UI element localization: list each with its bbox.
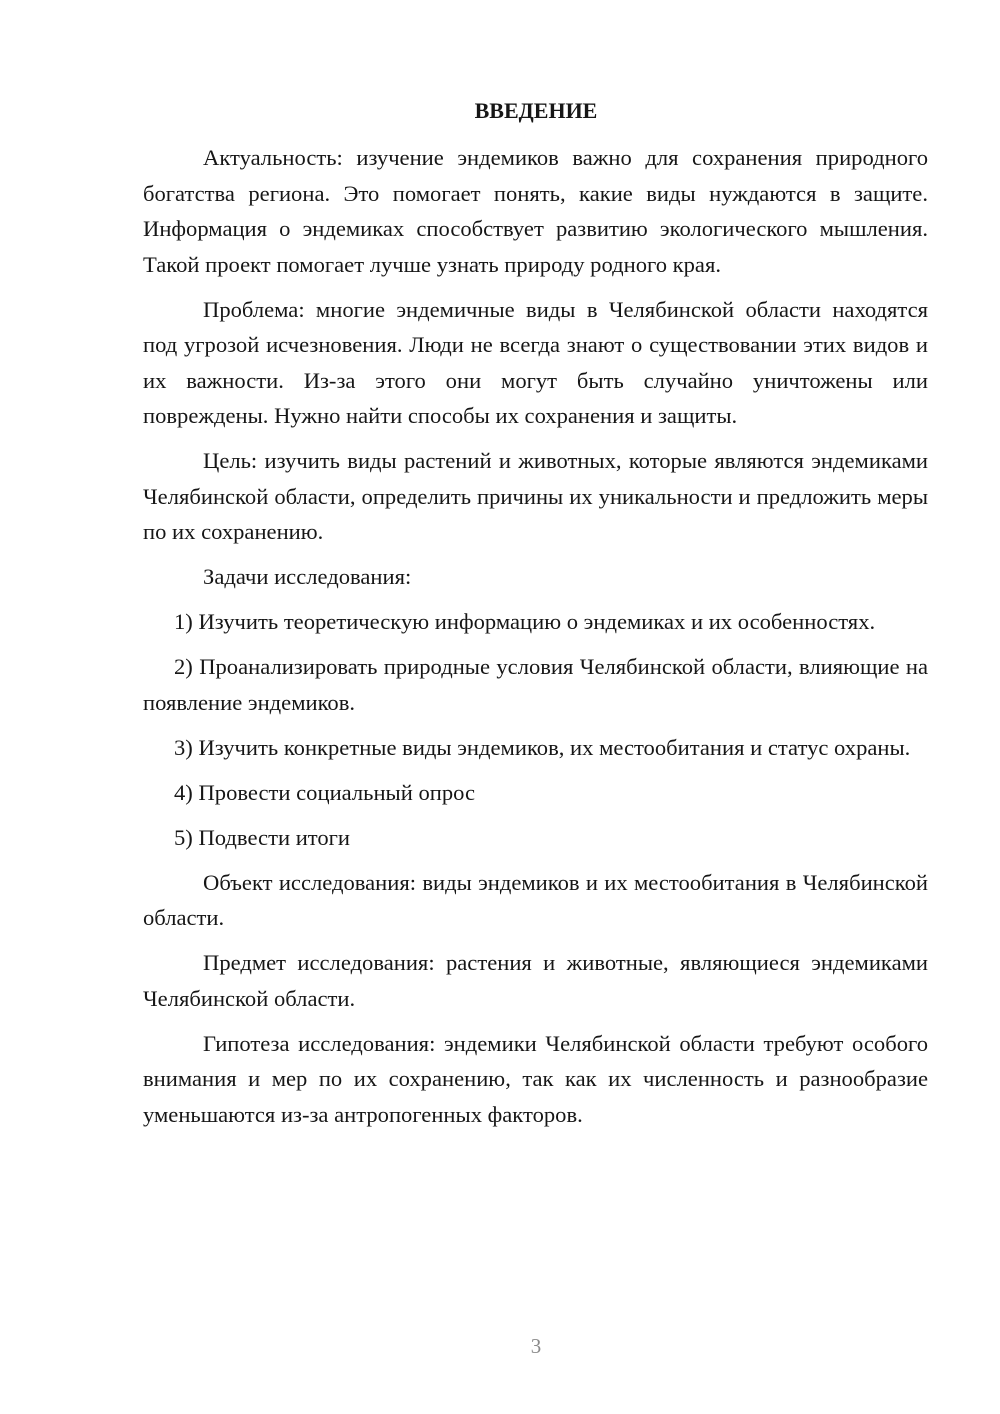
task-item: 3) Изучить конкретные виды эндемиков, их местообитания и статус охраны. [174,734,911,760]
hypothesis-paragraph: Гипотеза исследования: эндемики Челябинской области требуют особого внимания и мер по их сохранению, так как их численность и разнообразие уменьшаются из-за антропогенных факторов. [143,1030,928,1127]
section-title: ВВЕДЕНИЕ [474,98,598,123]
page-number: 3 [530,1334,542,1358]
task-item: 1) Изучить теоретическую информацию о эндемиках и их особенностях. [174,609,876,634]
relevance-paragraph: Актуальность: изучение эндемиков важно для сохранения природного богатства региона. Это помогает понять, какие виды нуждаются в защите. Информация о эндемиках способствует развитию экологического мышления. Такой проект помогает лучше узнать природу родного края. [143,145,928,277]
subject-paragraph: Предмет исследования: растения и животные, являющиеся эндемиками Челябинской области. [143,950,928,1011]
problem-paragraph: Проблема: многие эндемичные виды в Челябинской области находятся под угрозой исчезновения. Люди не всегда знают о существовании этих видов и их важности. Из-за этого они могут быть случайно уничтожены или повреждены. Нужно найти способы их сохранения и защиты. [143,296,928,428]
goal-paragraph: Цель: изучить виды растений и животных, которые являются эндемиками Челябинской области, определить причины их уникальности и предложить меры по их сохранению. [143,448,928,544]
task-item: 2) Проанализировать природные условия Челябинской области, влияющие на появление эндемиков. [143,654,928,715]
document-page [143,96,928,1132]
object-paragraph: Объект исследования: виды эндемиков и их местообитания в Челябинской области. [143,869,928,930]
task-item: 4) Провести социальный опрос [174,779,476,805]
tasks-heading: Задачи исследования: [203,564,412,589]
task-item: 5) Подвести итоги [174,824,351,850]
